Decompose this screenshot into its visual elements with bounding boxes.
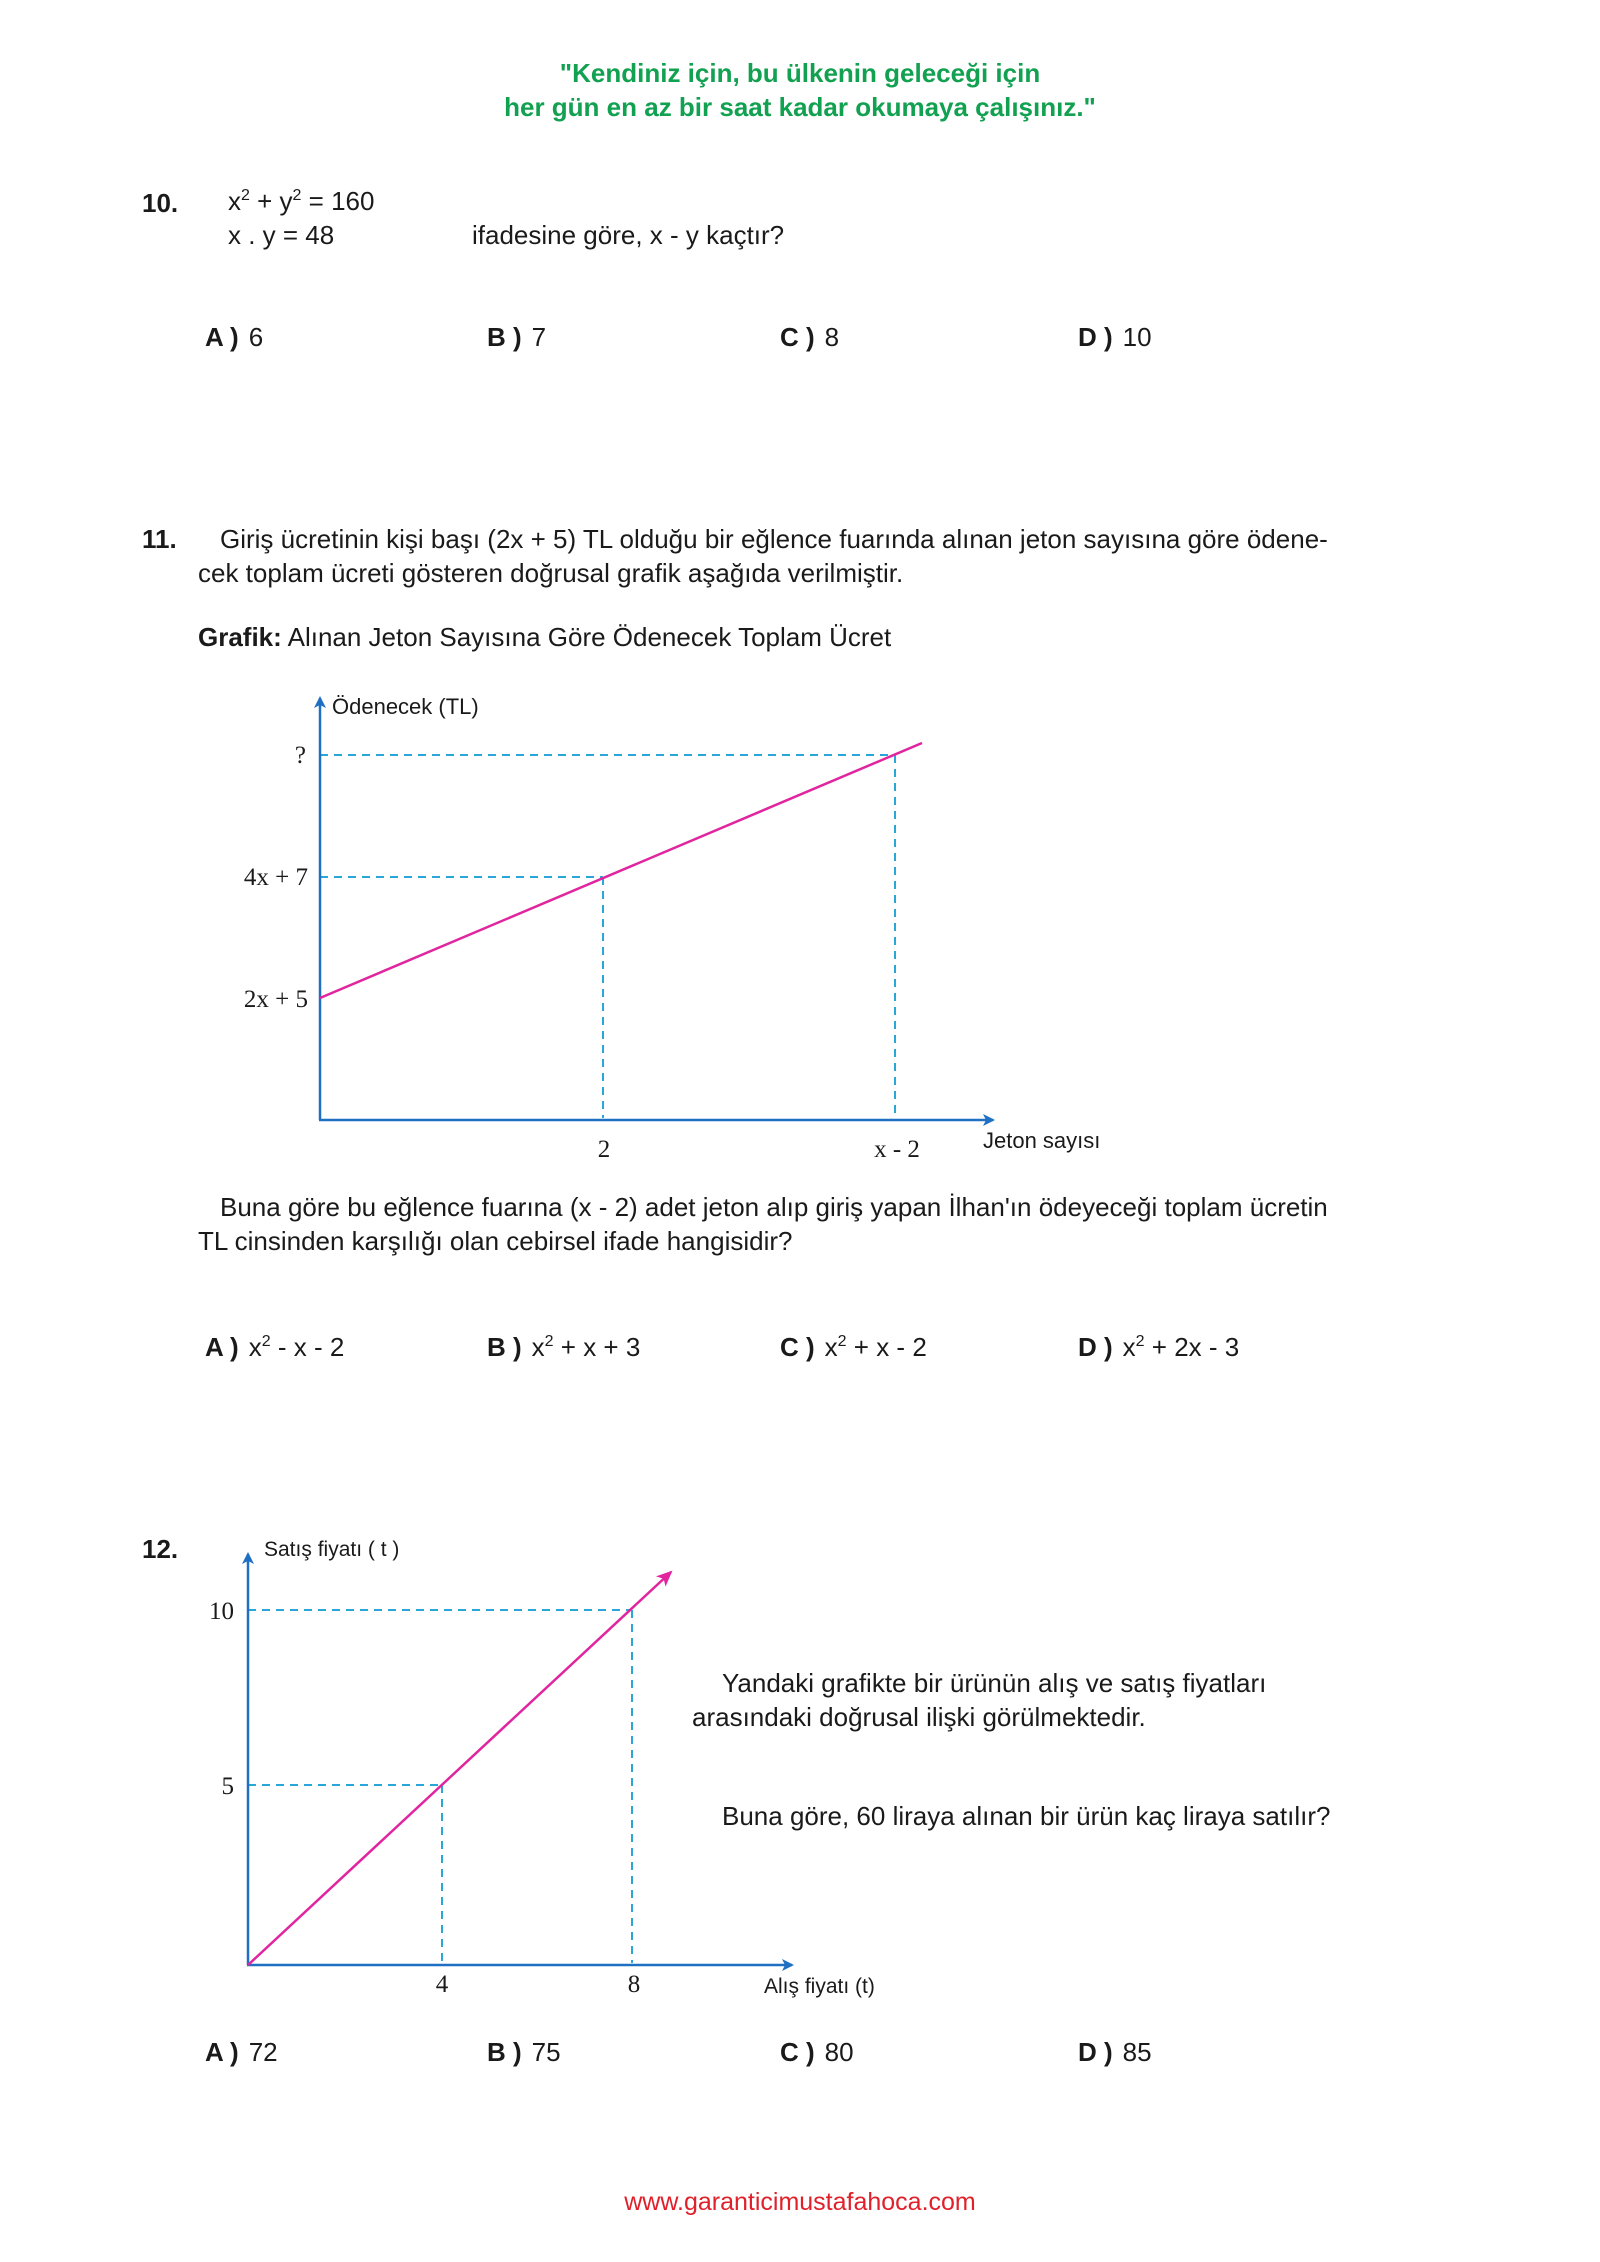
q11-option-a[interactable]: A ) $x^2$ - x - 2 — [205, 1332, 345, 1362]
q11-option-c[interactable]: C ) $x^2 + x - 2$ — [780, 1332, 927, 1362]
q12-option-b[interactable]: B ) 75 — [487, 2037, 561, 2067]
question-12-prompt: Buna göre, 60 liraya alınan bir ürün kaç liraya satılır? — [722, 1801, 1331, 1831]
chart-2 — [209, 1538, 875, 1998]
question-11-text-line-1: Giriş ücretinin kişi başı (2x + 5) TL olduğu bir eğlence fuarında alınan jeton sayısına göre ödene- — [220, 524, 1328, 554]
q12-option-a[interactable]: A ) 72 — [205, 2037, 278, 2067]
footer-url[interactable]: www.garanticimustafahoca.com — [624, 2188, 976, 2216]
chart1-x-tick-2: 2 — [597, 1136, 611, 1163]
chart1-y-axis-label: Ödenecek (TL) — [332, 694, 479, 719]
chart2-y-axis-label: Satış fiyatı ( t ) — [264, 1538, 400, 1561]
question-12-side-line-1: Yandaki grafikte bir ürünün alış ve satış fiyatları — [722, 1668, 1267, 1698]
chart2-x-tick-8: 8 — [627, 1971, 641, 1998]
chart2-y-tick-10: 10 — [209, 1598, 234, 1625]
q12-option-d[interactable]: D ) 85 — [1078, 2037, 1152, 2067]
question-11-number: 11. — [142, 524, 177, 554]
q11-option-b[interactable]: B ) $x^2 + x + 3$ — [487, 1332, 641, 1362]
q10-option-b[interactable]: B ) 7 — [487, 322, 547, 352]
graph-caption: Grafik: Alınan Jeton Sayısına Göre Ödenecek Toplam Ücret — [198, 622, 892, 652]
chart1-series-line — [320, 743, 922, 998]
question-10-prompt: ifadesine göre, x - y kaçtır? — [472, 220, 785, 250]
motto-line-1: "Kendiniz için, bu ülkenin geleceği için — [559, 58, 1041, 88]
chart1-x-tick-x2: x - 2 — [874, 1136, 920, 1163]
chart2-x-axis-label: Alış fiyatı (t) — [764, 1975, 875, 1998]
chart1-y-tick-question: ? — [294, 742, 306, 769]
q10-option-d[interactable]: D ) 10 — [1078, 322, 1152, 352]
question-11-after-line-2: TL cinsinden karşılığı olan cebirsel ifade hangisidir? — [198, 1226, 793, 1256]
question-10-number: 10. — [142, 188, 179, 218]
chart1-x-axis-label: Jeton sayısı — [983, 1128, 1101, 1153]
q12-option-c[interactable]: C ) 80 — [780, 2037, 854, 2067]
q10-option-a[interactable]: A ) 6 — [205, 322, 264, 352]
question-11-text-line-2: cek toplam ücreti gösteren doğrusal grafik aşağıda verilmiştir. — [198, 558, 904, 588]
chart-1 — [244, 694, 1101, 1163]
question-10-equation-1: $x^2 + y^2 = 160$ — [228, 186, 375, 216]
q11-option-d[interactable]: D ) $x^2 + 2x - 3$ — [1078, 1332, 1240, 1362]
chart2-x-tick-4: 4 — [435, 1971, 449, 1998]
motto-line-2: her gün en az bir saat kadar okumaya çalışınız." — [504, 92, 1096, 122]
chart2-y-tick-5: 5 — [221, 1773, 234, 1800]
question-12-number: 12. — [142, 1534, 179, 1564]
question-11-after-line-1: Buna göre bu eğlence fuarına (x - 2) adet jeton alıp giriş yapan İlhan'ın ödeyeceği toplam ücretin — [220, 1192, 1328, 1222]
chart1-y-tick-4x7: 4x + 7 — [243, 864, 308, 891]
question-12-side-line-2: arasındaki doğrusal ilişki görülmektedir. — [692, 1702, 1146, 1732]
q10-option-c[interactable]: C ) 8 — [780, 322, 840, 352]
question-10-equation-2: x . y = 48 — [228, 220, 335, 250]
chart2-series-line — [248, 1572, 671, 1965]
chart1-y-tick-2x5: 2x + 5 — [243, 986, 308, 1013]
